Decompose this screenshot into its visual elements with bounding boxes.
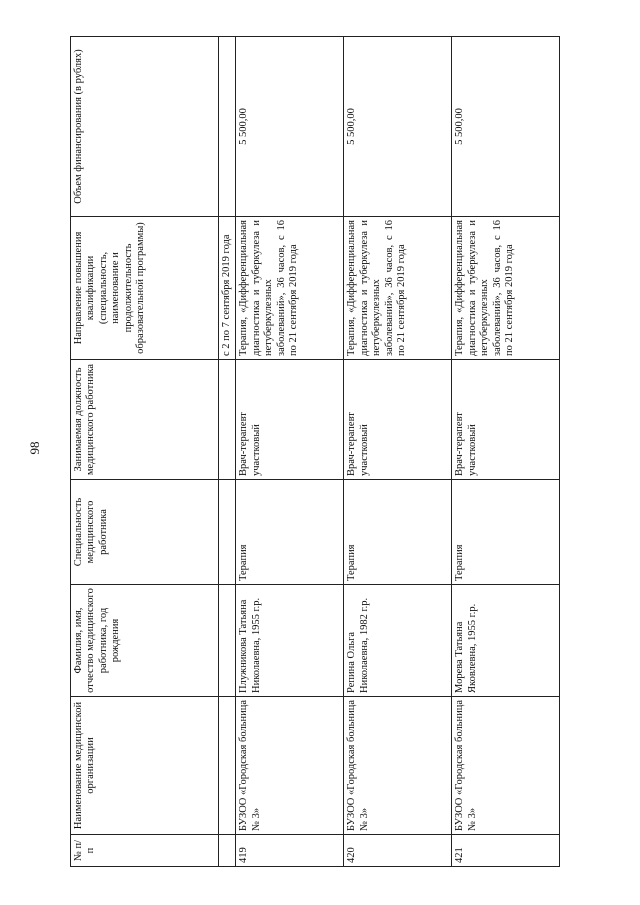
cell-direction: Терапия, «Дифференциальная диагностика и туберкулеза и нетуберкулезных заболеваний», 36 часов, с 16 по 21 сентября 2019 года xyxy=(236,217,344,360)
cell-number: 420 xyxy=(344,835,452,867)
cell-specialty: Терапия xyxy=(236,480,344,585)
header-training-direction: Направление повышения квалификации (специальность, наименование и продолжительность образовательной программы) xyxy=(71,217,219,360)
cell-amount: 5 500,00 xyxy=(344,37,452,217)
cell-direction: Терапия, «Дифференциальная диагностика и туберкулеза и нетуберкулезных заболеваний», 36 часов, с 16 по 21 сентября 2019 года xyxy=(452,217,560,360)
rotated-table-container xyxy=(70,37,570,867)
cell-number: 421 xyxy=(452,835,560,867)
cell-amount: 5 500,00 xyxy=(236,37,344,217)
cell xyxy=(219,360,236,480)
cell-number: 419 xyxy=(236,835,344,867)
cell-organization: БУЗОО «Городская больница № 3» xyxy=(452,697,560,835)
training-table xyxy=(70,36,560,867)
cell xyxy=(219,835,236,867)
cell-position: Врач-терапевт участковый xyxy=(236,360,344,480)
cell-specialty: Терапия xyxy=(344,480,452,585)
page-number: 98 xyxy=(27,441,42,455)
header-funding-amount: Объем финансирования (в рублях) xyxy=(71,37,219,217)
cell-position: Врач-терапевт участковый xyxy=(344,360,452,480)
header-specialty: Специальность медицинского работника xyxy=(71,480,219,585)
cell-full-name: Плужникова Татьяна Николаевна, 1955 г.р. xyxy=(236,585,344,697)
continuation-row xyxy=(219,37,236,867)
table-row xyxy=(236,37,344,867)
header-number: № п/п xyxy=(71,835,219,867)
table-header-row xyxy=(71,37,219,867)
header-organization: Наименование медицинской организации xyxy=(71,697,219,835)
cell xyxy=(219,585,236,697)
cell xyxy=(219,37,236,217)
cell-direction: Терапия, «Дифференциальная диагностика и туберкулеза и нетуберкулезных заболеваний», 36 часов, с 16 по 21 сентября 2019 года xyxy=(344,217,452,360)
header-position: Занимаемая должность медицинского работника xyxy=(71,360,219,480)
cell-position: Врач-терапевт участковый xyxy=(452,360,560,480)
cell-specialty: Терапия xyxy=(452,480,560,585)
cell-amount: 5 500,00 xyxy=(452,37,560,217)
cell-organization: БУЗОО «Городская больница № 3» xyxy=(344,697,452,835)
cell-full-name: Репина Ольга Николаевна, 1982 г.р. xyxy=(344,585,452,697)
cell-direction: с 2 по 7 сентября 2019 года xyxy=(219,217,236,360)
table-row xyxy=(452,37,560,867)
table-row xyxy=(344,37,452,867)
header-full-name: Фамилия, имя, отчество медицинского работника, год рождения xyxy=(71,585,219,697)
cell-organization: БУЗОО «Городская больница № 3» xyxy=(236,697,344,835)
cell-full-name: Морева Татьяна Яковлевна, 1955 г.р. xyxy=(452,585,560,697)
cell xyxy=(219,697,236,835)
cell xyxy=(219,480,236,585)
